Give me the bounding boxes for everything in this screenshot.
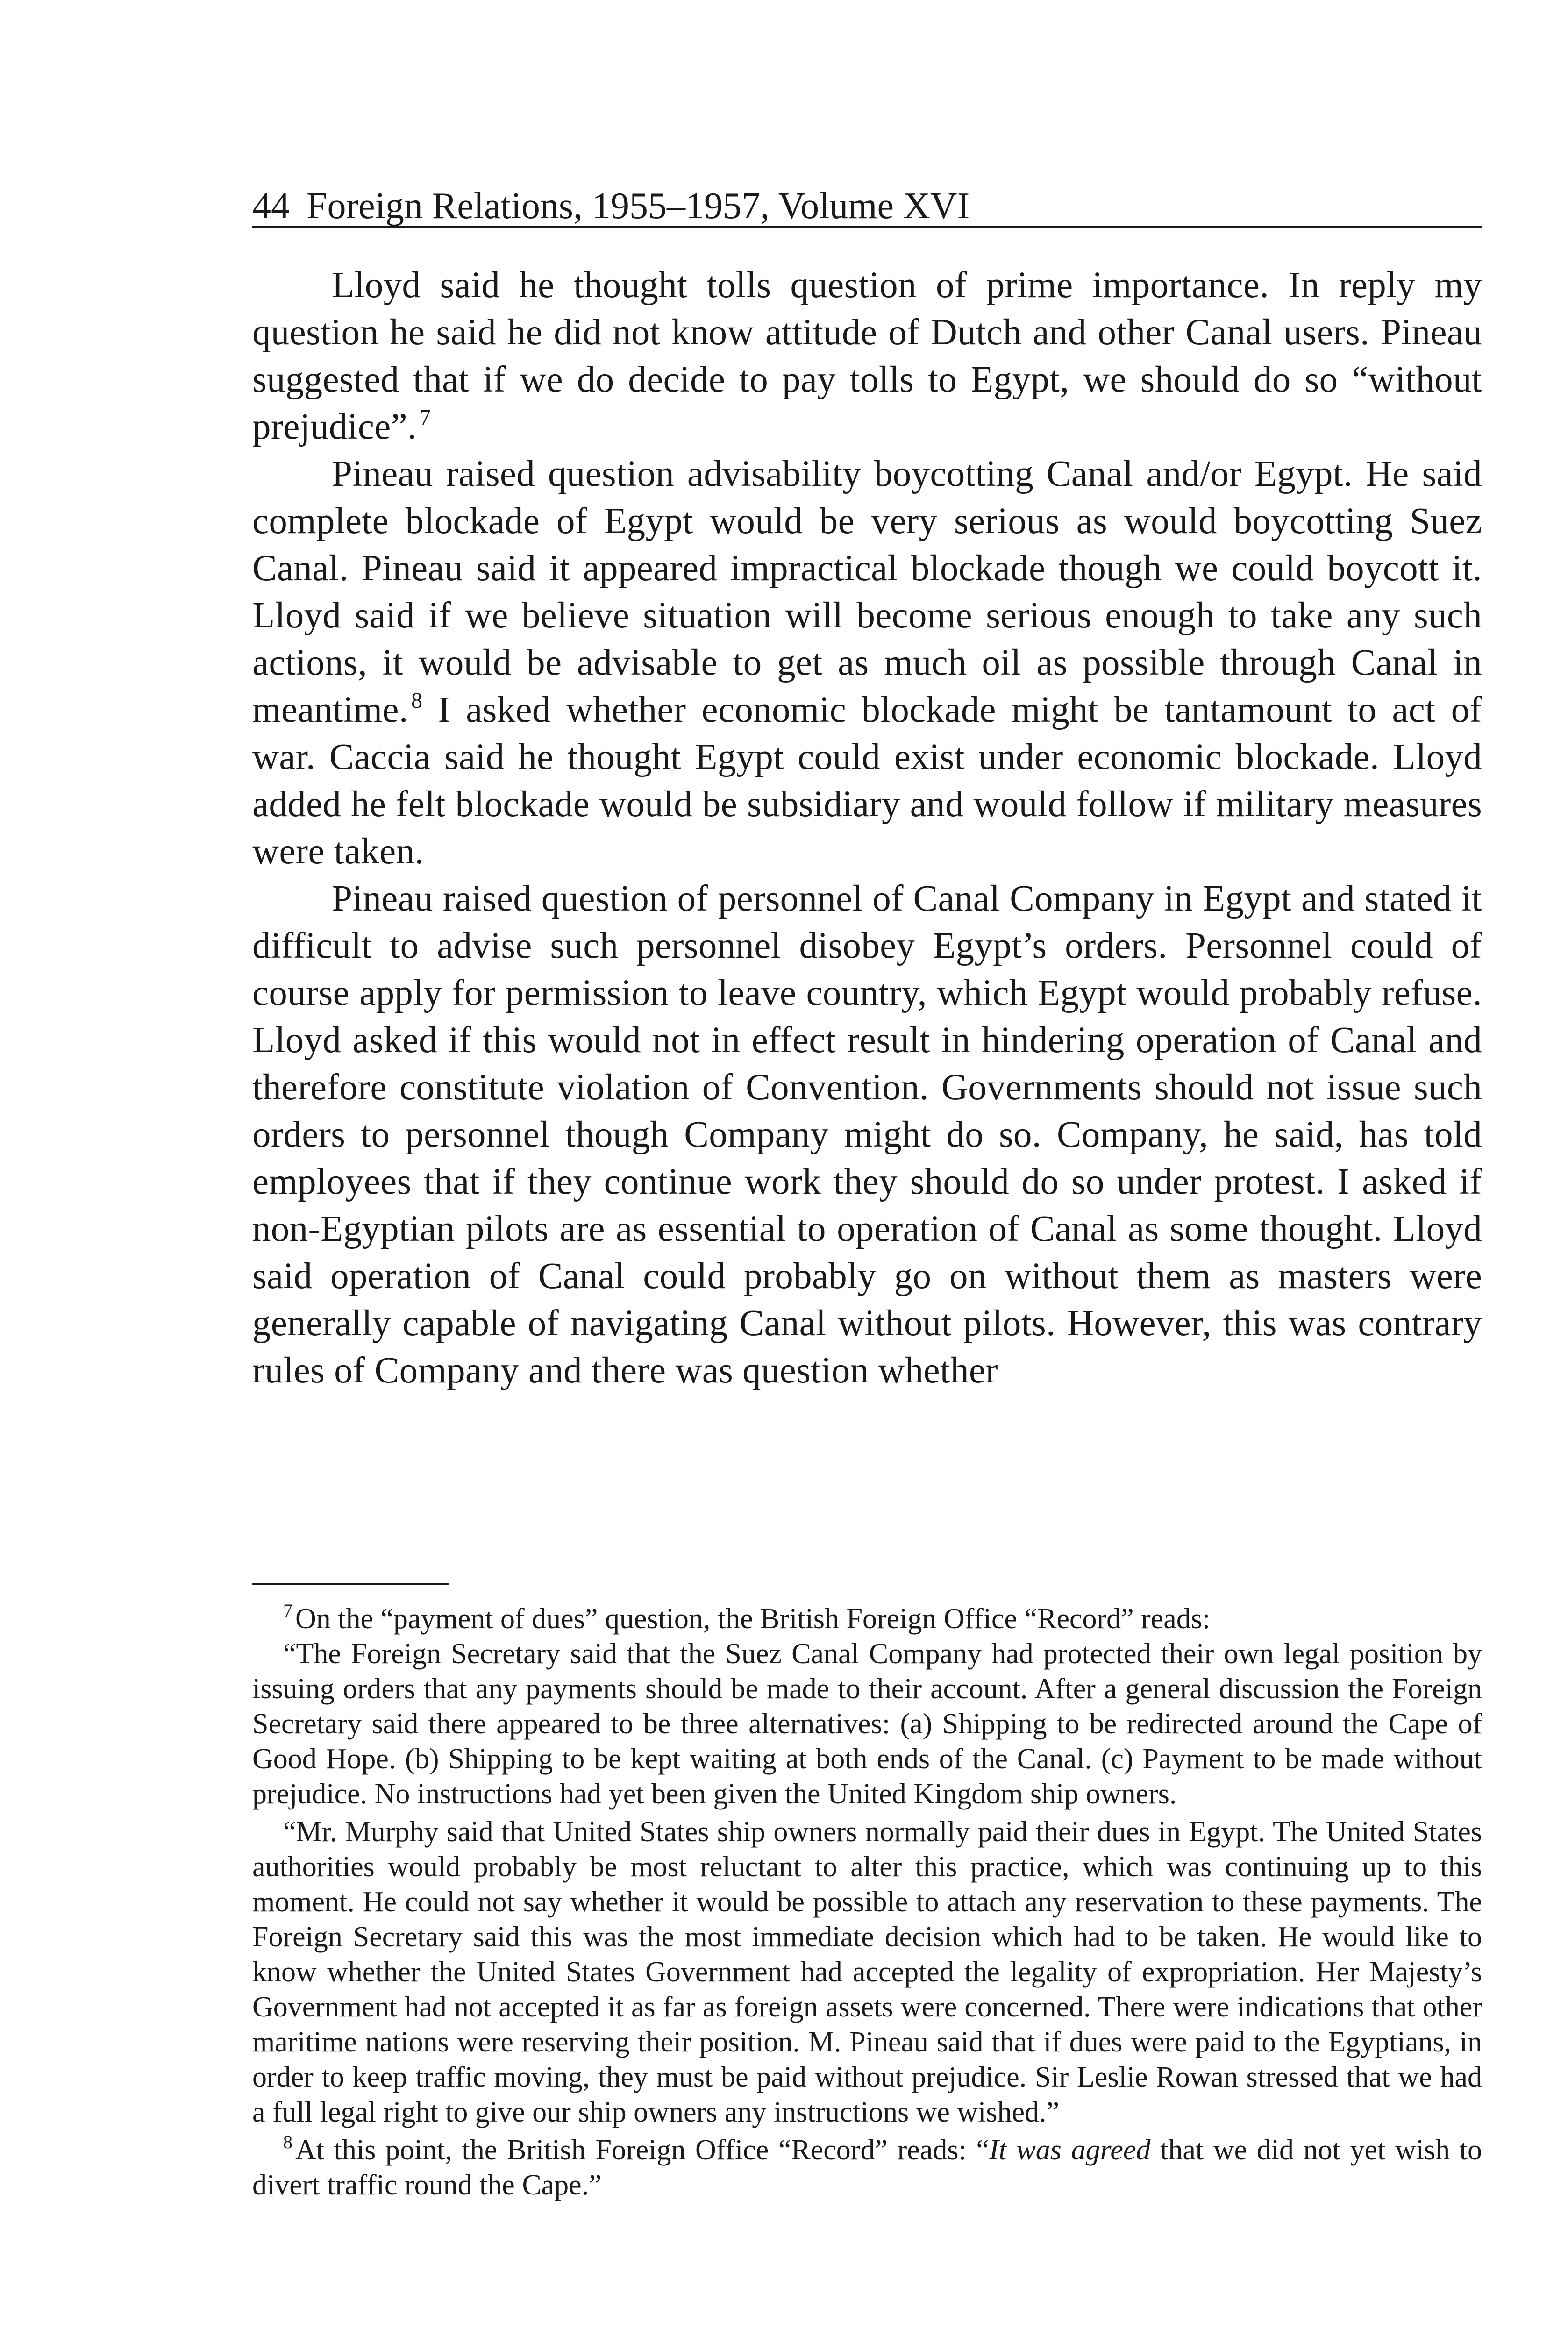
- footnotes: [252, 1602, 1482, 2203]
- footnote-text: “The Foreign Secretary said that the Suez Canal Company had protected their own legal position by issuing orders that any payments should be made to their account. After a general discussion the Foreign Secretary said there appeared to be three alternatives: (a) Shipping to be redirected around the Cape of Good Hope. (b) Shipping to be kept waiting at both ends of the Canal. (c) Payment to be made without prejudice. No instructions had yet been given the United Kingdom ship owners.: [252, 1638, 1482, 1810]
- running-title: Foreign Relations, 1955–1957, Volume XVI: [306, 185, 970, 227]
- footnote-7: [252, 1602, 1482, 1637]
- paragraph-text: Pineau raised question of personnel of Canal Company in Egypt and stated it difficult to advise such personnel disobey Egypt’s orders. Personnel could of course apply for permission to leave country, which Egypt would probably refuse. Lloyd asked if this would not in effect result in hindering operation of Canal and therefore constitute violation of Convention. Governments should not issue such orders to personnel though Company might do so. Company, he said, has told employees that if they continue work they should do so under protest. I asked if non-Egyptian pilots are as essential to operation of Canal as some thought. Lloyd said operation of Canal could probably go on without them as masters were generally capable of navigating Canal without pilots. However, this was contrary rules of Company and there was question whether: [252, 878, 1482, 1391]
- footnote-text: At this point, the British Foreign Office “Record” reads: “: [295, 2134, 989, 2166]
- footnote-8: [252, 2133, 1482, 2203]
- footnote-text: that we did not yet wish to divert traffic round the Cape.”: [252, 2134, 1482, 2201]
- footnote-7-quote-1: [252, 1637, 1482, 1812]
- footnote-marker-7: 7: [283, 1600, 292, 1621]
- paragraph-text: I asked whether economic blockade might be tantamount to act of war. Caccia said he thought Egypt could exist under economic blockade. Lloyd added he felt blockade would be subsidiary and would follow if military measures were taken.: [252, 690, 1482, 872]
- paragraph-text: Lloyd said he thought tolls question of prime importance. In reply my question he said he did not know attitude of Dutch and other Canal users. Pineau suggested that if we do decide to pay tolls to Egypt, we should do so “without prejudice”.: [252, 265, 1482, 447]
- footnote-italic-text: It was agreed: [989, 2134, 1151, 2166]
- paragraph-2: [252, 450, 1482, 875]
- footnote-marker-8: 8: [283, 2131, 292, 2152]
- footnote-text: On the “payment of dues” question, the British Foreign Office “Record” reads:: [295, 1603, 1211, 1635]
- footnote-7-quote-2: [252, 1815, 1482, 2130]
- paragraph-text: Pineau raised question advisability boycotting Canal and/or Egypt. He said complete blockade of Egypt would be very serious as would boycotting Suez Canal. Pineau said it appeared impractical blockade though we could boycott it. Lloyd said if we believe situation will become serious enough to take any such actions, it would be advisable to get as much oil as possible through Canal in meantime.: [252, 454, 1482, 730]
- footnote-text: “Mr. Murphy said that United States ship owners normally paid their dues in Egypt. The United States authorities would probably be most reluctant to alter this practice, which was continuing up to this moment. He could not say whether it would be possible to attach any reservation to these payments. The Foreign Secretary said this was the most immediate decision which had to be taken. He would like to know whether the United States Government had accepted the legality of expropriation. Her Majesty’s Government had not accepted it as far as foreign assets were concerned. There were indications that other maritime nations were reserving their position. M. Pineau said that if dues were paid to the Egyptians, in order to keep traffic moving, they must be paid without prejudice. Sir Leslie Rowan stressed that we had a full legal right to give our ship owners any instructions we wished.”: [252, 1816, 1482, 2128]
- footnote-reference-8[interactable]: 8: [411, 688, 423, 713]
- paragraph-3: [252, 875, 1482, 1394]
- running-header: [252, 186, 1482, 228]
- body-text: [252, 262, 1482, 1394]
- paragraph-1: [252, 262, 1482, 450]
- footnote-separator: [252, 1583, 449, 1585]
- footnote-reference-7[interactable]: 7: [420, 405, 431, 430]
- page-number: 44: [252, 185, 290, 227]
